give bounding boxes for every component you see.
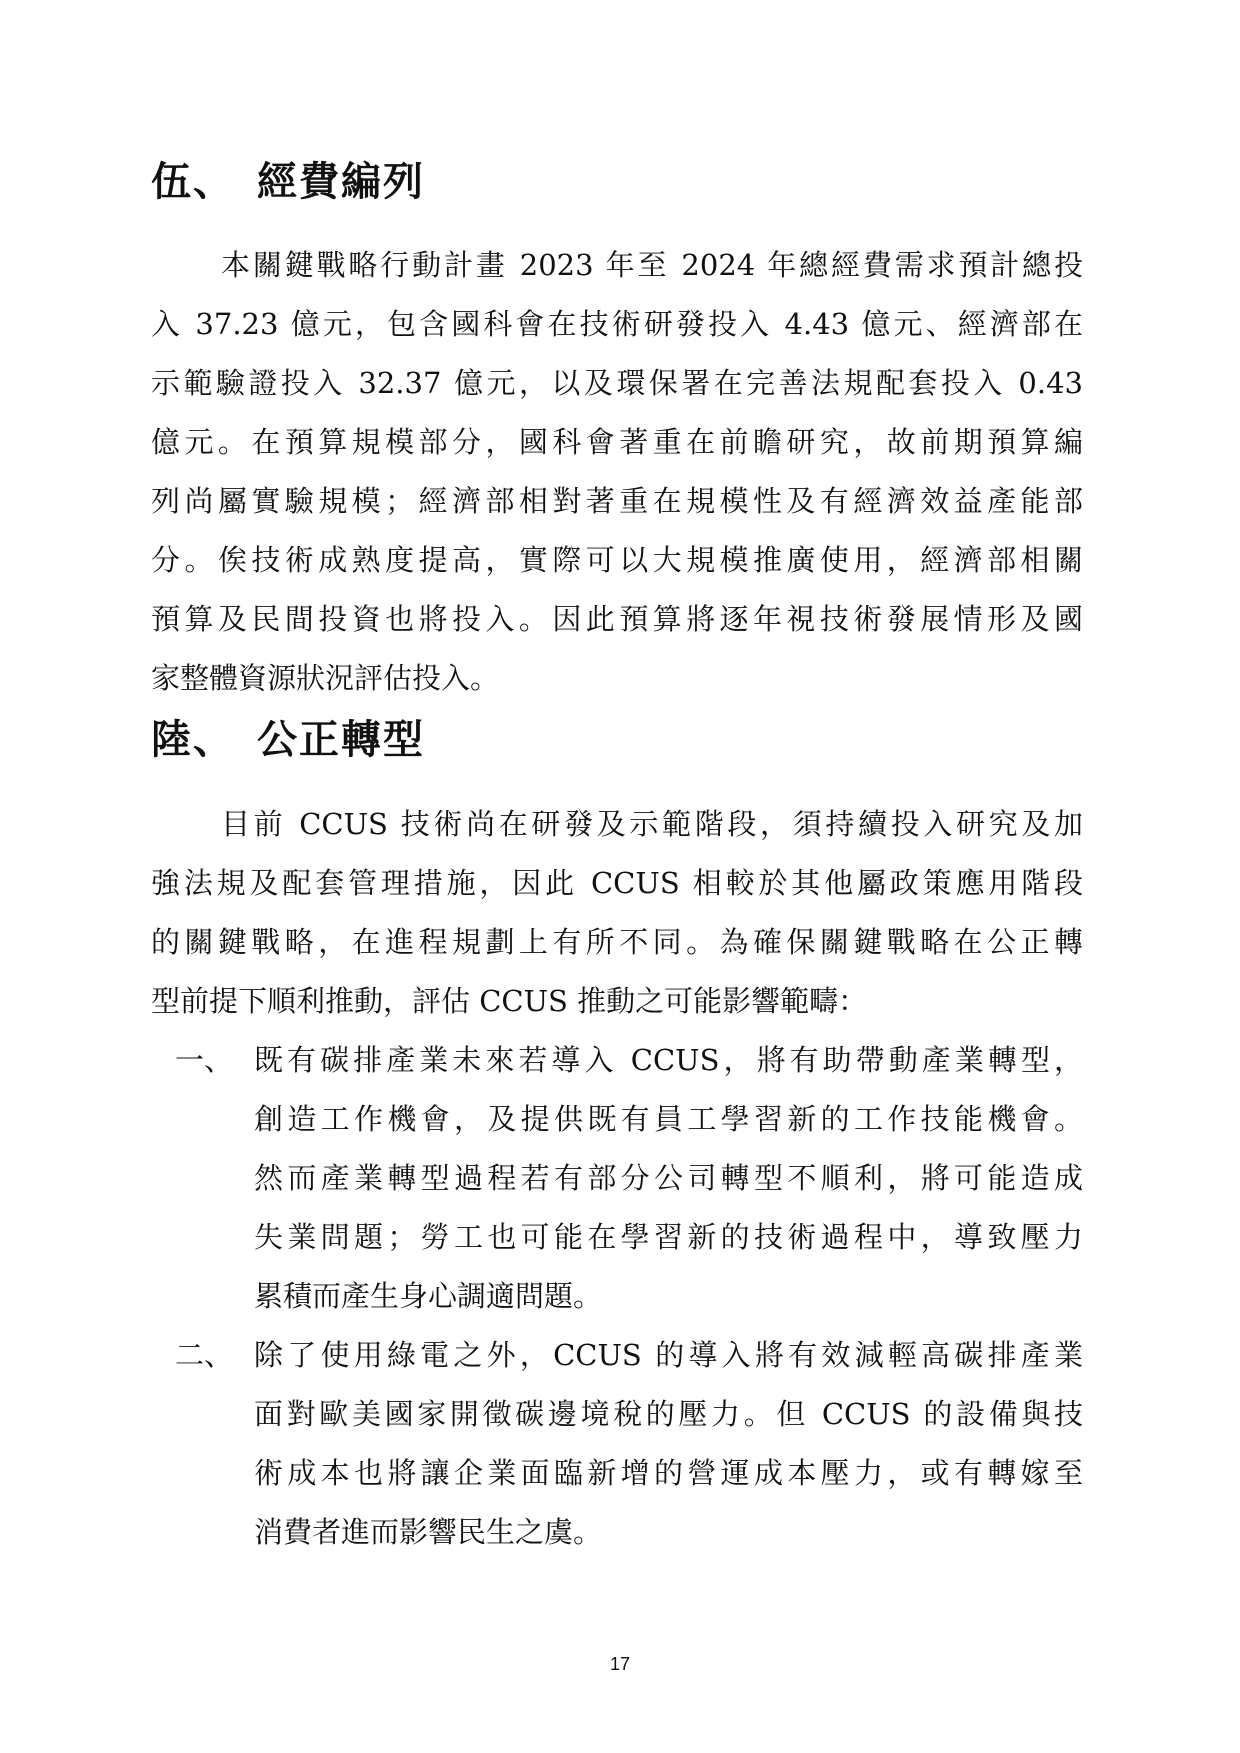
- budget-paragraph: [151, 236, 1083, 708]
- paragraph-line: 預算及民間投資也將投入。因此預算將逐年視技術發展情形及國: [151, 602, 1083, 636]
- paragraph-line: 列尚屬實驗規模；經濟部相對著重在規模性及有經濟效益產能部: [151, 484, 1083, 518]
- paragraph-line: 的關鍵戰略，在進程規劃上有所不同。為確保關鍵戰略在公正轉: [151, 925, 1083, 959]
- list-item-line: 失業問題；勞工也可能在學習新的技術過程中，導致壓力: [254, 1220, 1083, 1254]
- paragraph-line: 強法規及配套管理措施，因此 CCUS 相較於其他屬政策應用階段: [151, 866, 1083, 900]
- paragraph-line: 分。俟技術成熟度提高，實際可以大規模推廣使用，經濟部相關: [151, 543, 1083, 577]
- paragraph-line: 家整體資源狀況評估投入。: [151, 661, 500, 695]
- paragraph-line: 型前提下順利推動，評估 CCUS 推動之可能影響範疇：: [151, 984, 868, 1018]
- list-marker: 一、: [175, 1043, 234, 1077]
- paragraph-line: 示範驗證投入 32.37 億元，以及環保署在完善法規配套投入 0.43: [151, 366, 1083, 400]
- paragraph-line: 本關鍵戰略行動計畫 2023 年至 2024 年總經費需求預計總投: [221, 248, 1083, 282]
- list-item-line: 然而產業轉型過程若有部分公司轉型不順利，將可能造成: [254, 1161, 1083, 1195]
- section-number: 伍、: [151, 159, 235, 205]
- list-marker: 二、: [175, 1338, 234, 1372]
- list-item-line: 創造工作機會，及提供既有員工學習新的工作技能機會。: [254, 1102, 1083, 1136]
- list-item-line: 累積而產生身心調適問題。: [254, 1279, 603, 1313]
- section-title: 經費編列: [257, 159, 425, 205]
- list-item-line: 面對歐美國家開徵碳邊境稅的壓力。但 CCUS 的設備與技: [254, 1397, 1083, 1431]
- section-heading-just-transition: [151, 714, 425, 766]
- paragraph-line: 億元。在預算規模部分，國科會著重在前瞻研究，故前期預算編: [151, 425, 1083, 459]
- paragraph-line: 入 37.23 億元，包含國科會在技術研發投入 4.43 億元、經濟部在: [151, 307, 1083, 341]
- paragraph-line: 目前 CCUS 技術尚在研發及示範階段，須持續投入研究及加: [221, 807, 1083, 841]
- list-item-line: 既有碳排產業未來若導入 CCUS，將有助帶動產業轉型，: [254, 1043, 1083, 1077]
- transition-paragraph: [151, 795, 1083, 1031]
- page-number: 17: [609, 1654, 631, 1674]
- section-heading-budget: [151, 156, 425, 208]
- section-number: 陸、: [151, 717, 235, 763]
- list-item-line: 消費者進而影響民生之虞。: [254, 1515, 603, 1549]
- section-title: 公正轉型: [257, 717, 425, 763]
- list-item-body: [254, 1326, 1083, 1562]
- list-item-line: 除了使用綠電之外，CCUS 的導入將有效減輕高碳排產業: [254, 1338, 1083, 1372]
- list-item-body: [254, 1031, 1083, 1326]
- list-item-line: 術成本也將讓企業面臨新增的營運成本壓力，或有轉嫁至: [254, 1456, 1083, 1490]
